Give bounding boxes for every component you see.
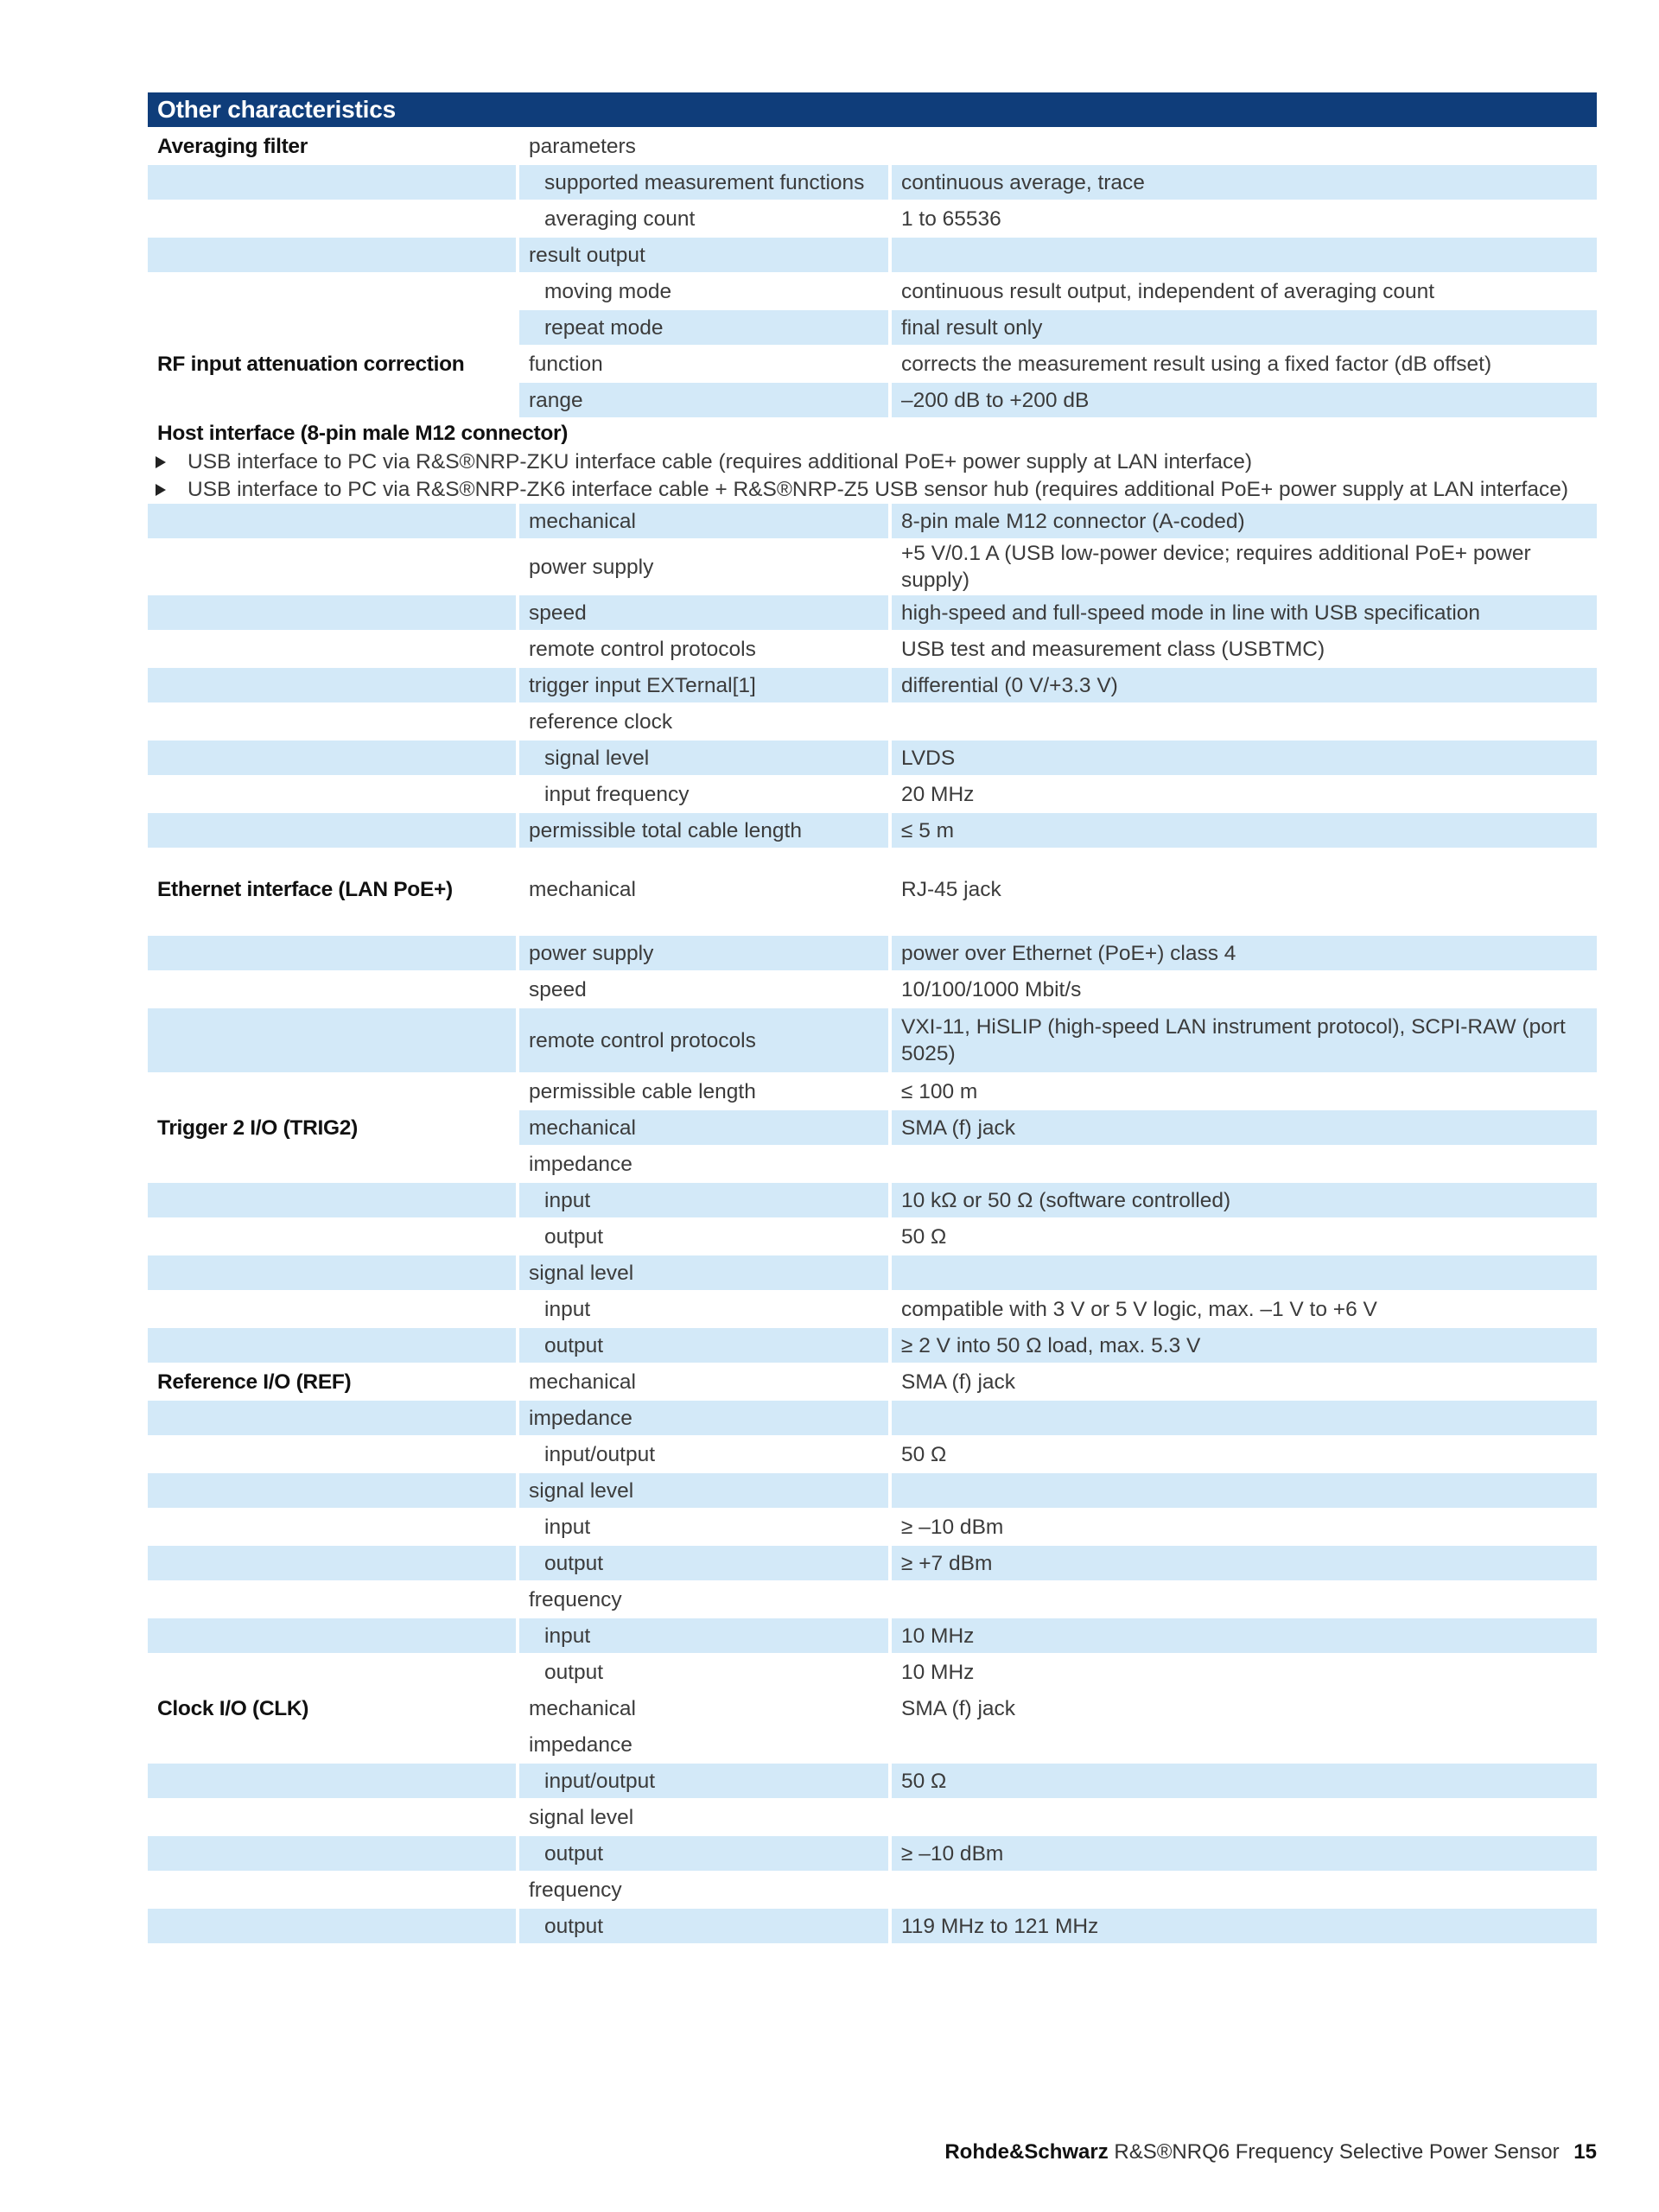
param-label: permissible total cable length xyxy=(519,813,888,848)
table-row xyxy=(148,504,1597,538)
table-row xyxy=(148,704,1597,739)
table-row xyxy=(148,1510,1597,1544)
param-value: 1 to 65536 xyxy=(901,207,1001,231)
param-value: ≤ 100 m xyxy=(901,1079,978,1103)
param-label: mechanical xyxy=(529,1696,636,1720)
param-label: input/output xyxy=(544,1442,656,1466)
list-item xyxy=(148,448,1597,476)
table-row xyxy=(148,1183,1597,1217)
param-value: RJ-45 jack xyxy=(901,877,1001,901)
table-row xyxy=(148,1727,1597,1762)
table-row xyxy=(148,1691,1597,1726)
table-row xyxy=(148,741,1597,775)
list-item xyxy=(148,476,1597,504)
param-label: input xyxy=(519,1183,888,1217)
param-label: impedance xyxy=(529,1152,632,1176)
group-title-rf-attenuation: RF input attenuation correction xyxy=(157,352,465,376)
param-value: 10/100/1000 Mbit/s xyxy=(901,977,1082,1001)
param-label: signal level xyxy=(519,741,888,775)
param-label: moving mode xyxy=(544,279,672,303)
group-title-ethernet: Ethernet interface (LAN PoE+) xyxy=(157,877,453,901)
table-row xyxy=(148,595,1597,630)
bullet-triangle-icon xyxy=(156,456,166,468)
group-title-averaging: Averaging filter xyxy=(157,134,308,158)
param-value: continuous result output, independent of averaging count xyxy=(901,279,1435,303)
param-label: signal level xyxy=(529,1805,634,1829)
param-label: parameters xyxy=(529,134,636,158)
table-row xyxy=(148,346,1597,381)
param-label: mechanical xyxy=(519,504,888,538)
param-value: 10 MHz xyxy=(901,1660,975,1684)
param-value: +5 V/0.1 A (USB low-power device; requires additional PoE+ power supply) xyxy=(901,542,1531,592)
param-value: ≤ 5 m xyxy=(892,813,1597,848)
param-value: power over Ethernet (PoE+) class 4 xyxy=(892,936,1597,970)
table-row xyxy=(148,1255,1597,1290)
table-row xyxy=(148,540,1597,594)
param-value: differential (0 V/+3.3 V) xyxy=(892,668,1597,702)
table-row xyxy=(148,310,1597,345)
param-value: LVDS xyxy=(892,741,1597,775)
table-row xyxy=(148,1800,1597,1834)
param-label: result output xyxy=(519,238,888,272)
param-label: input xyxy=(544,1515,591,1539)
table-row xyxy=(148,872,1597,906)
param-value: 50 Ω xyxy=(892,1764,1597,1798)
table-row xyxy=(148,972,1597,1007)
table-row xyxy=(148,1473,1597,1508)
param-value: ≥ –10 dBm xyxy=(901,1515,1004,1539)
param-label: speed xyxy=(519,595,888,630)
group-title-host-interface: Host interface (8-pin male M12 connector) xyxy=(157,422,569,445)
param-value: VXI-11, HiSLIP (high-speed LAN instrument protocol), SCPI-RAW (port 5025) xyxy=(892,1008,1597,1072)
table-row xyxy=(148,165,1597,200)
param-label: permissible cable length xyxy=(529,1079,756,1103)
table-row xyxy=(148,1655,1597,1689)
param-label: input xyxy=(519,1618,888,1653)
table-row xyxy=(148,1618,1597,1653)
param-value: 10 MHz xyxy=(892,1618,1597,1653)
table-row xyxy=(148,668,1597,702)
bullet-text: USB interface to PC via R&S®NRP-ZKU interface cable (requires additional PoE+ power supply at LAN interface) xyxy=(188,450,1253,474)
param-label: signal level xyxy=(519,1473,888,1508)
table-row xyxy=(148,1147,1597,1181)
page-footer xyxy=(944,2140,1597,2164)
param-value: 119 MHz to 121 MHz xyxy=(892,1909,1597,1943)
param-label: input frequency xyxy=(544,782,690,806)
table-row xyxy=(148,1437,1597,1471)
param-label: output xyxy=(519,1328,888,1363)
param-value: ≥ +7 dBm xyxy=(892,1546,1597,1580)
param-label: speed xyxy=(529,977,587,1001)
table-row xyxy=(148,238,1597,272)
group-title-reference: Reference I/O (REF) xyxy=(157,1370,352,1394)
param-label: reference clock xyxy=(529,709,673,734)
param-value: continuous average, trace xyxy=(892,165,1597,200)
param-label: output xyxy=(519,1546,888,1580)
param-label: signal level xyxy=(519,1255,888,1290)
table-row xyxy=(148,1909,1597,1943)
param-label: input/output xyxy=(519,1764,888,1798)
table-row xyxy=(148,1110,1597,1145)
param-label: impedance xyxy=(519,1401,888,1435)
param-value: SMA (f) jack xyxy=(901,1370,1016,1394)
param-label: frequency xyxy=(529,1878,622,1902)
param-value: 50 Ω xyxy=(901,1224,947,1249)
table-row xyxy=(148,632,1597,666)
table-row xyxy=(148,1872,1597,1907)
table-row xyxy=(148,383,1597,417)
table-row xyxy=(148,1008,1597,1072)
table-row xyxy=(148,936,1597,970)
param-label: range xyxy=(519,383,888,417)
param-label: mechanical xyxy=(519,1110,888,1145)
page-number: 15 xyxy=(1573,2140,1597,2164)
param-label: output xyxy=(544,1660,604,1684)
param-label: supported measurement functions xyxy=(519,165,888,200)
param-value: final result only xyxy=(892,310,1597,345)
bullet-triangle-icon xyxy=(156,484,166,496)
table-row xyxy=(148,1292,1597,1326)
table-row xyxy=(148,1364,1597,1399)
param-value: 10 kΩ or 50 Ω (software controlled) xyxy=(892,1183,1597,1217)
table-row xyxy=(148,1764,1597,1798)
param-label: mechanical xyxy=(529,877,636,901)
group-title-clock: Clock I/O (CLK) xyxy=(157,1696,309,1720)
param-value: compatible with 3 V or 5 V logic, max. –1 V to +6 V xyxy=(901,1297,1377,1321)
table-row xyxy=(148,1582,1597,1617)
table-row xyxy=(148,1328,1597,1363)
param-label: repeat mode xyxy=(519,310,888,345)
param-label: remote control protocols xyxy=(529,637,756,661)
param-label: input xyxy=(544,1297,591,1321)
param-value: ≥ –10 dBm xyxy=(892,1836,1597,1871)
section-title: Other characteristics xyxy=(148,92,1597,127)
table-row xyxy=(148,813,1597,848)
table-row xyxy=(148,274,1597,308)
table-row xyxy=(148,1074,1597,1109)
product-name: R&S®NRQ6 Frequency Selective Power Sensor xyxy=(1114,2140,1560,2164)
param-label: power supply xyxy=(519,936,888,970)
param-label: frequency xyxy=(529,1587,622,1611)
param-value: USB test and measurement class (USBTMC) xyxy=(901,637,1325,661)
param-label: remote control protocols xyxy=(519,1008,888,1072)
table-row xyxy=(148,777,1597,811)
group-title-trigger2: Trigger 2 I/O (TRIG2) xyxy=(157,1116,358,1140)
param-value: SMA (f) jack xyxy=(892,1110,1597,1145)
param-label: output xyxy=(519,1909,888,1943)
param-value: 20 MHz xyxy=(901,782,975,806)
table-row xyxy=(148,1546,1597,1580)
param-label: output xyxy=(544,1224,604,1249)
bullet-text: USB interface to PC via R&S®NRP-ZK6 interface cable + R&S®NRP-Z5 USB sensor hub (requires additional PoE+ power supply at LAN interface) xyxy=(188,478,1569,501)
brand-name: Rohde&Schwarz xyxy=(944,2140,1109,2164)
param-value: 8-pin male M12 connector (A-coded) xyxy=(892,504,1597,538)
param-value: corrects the measurement result using a fixed factor (dB offset) xyxy=(901,352,1492,376)
param-value: 50 Ω xyxy=(901,1442,947,1466)
param-label: trigger input EXTernal[1] xyxy=(519,668,888,702)
table-row xyxy=(148,1219,1597,1254)
table-row xyxy=(148,129,1597,163)
param-value: SMA (f) jack xyxy=(901,1696,1016,1720)
param-value: –200 dB to +200 dB xyxy=(892,383,1597,417)
param-label: mechanical xyxy=(529,1370,636,1394)
param-label: output xyxy=(519,1836,888,1871)
table-row xyxy=(148,201,1597,236)
param-label: averaging count xyxy=(544,207,696,231)
table-row xyxy=(148,1836,1597,1871)
param-value: high-speed and full-speed mode in line with USB specification xyxy=(892,595,1597,630)
param-label: power supply xyxy=(529,555,654,579)
spec-document xyxy=(148,92,1597,1945)
param-label: function xyxy=(529,352,603,376)
table-row xyxy=(148,1401,1597,1435)
param-label: impedance xyxy=(529,1732,632,1757)
param-value: ≥ 2 V into 50 Ω load, max. 5.3 V xyxy=(892,1328,1597,1363)
